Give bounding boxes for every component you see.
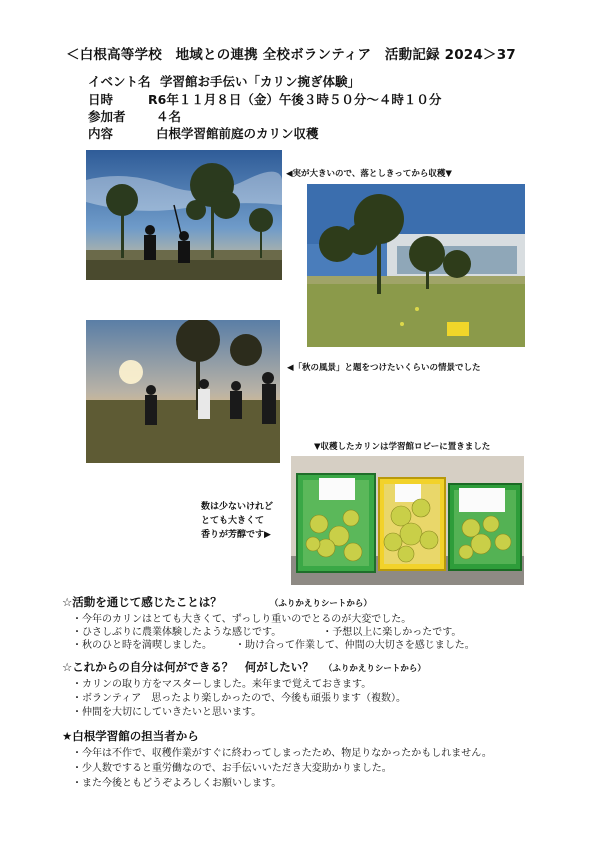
- line-text: ・今年は不作で、収穫作業がすぐに終わってしまったため、物足りなかったかもしれません。: [72, 748, 492, 759]
- event-content-label: 内容: [88, 126, 114, 141]
- event-participants-label: 参加者: [88, 109, 126, 124]
- photo-quince-crates: [291, 456, 524, 585]
- section-future-note: （ふりかえりシートから）: [323, 664, 426, 674]
- photo-note-line-2: とても大きくて: [201, 516, 265, 526]
- line-text: ・少人数ですると重労働なので、お手伝いいただき大変助かりました。: [72, 763, 392, 774]
- line-text: ・助け合って作業して、仲間の大切さを感じました。: [235, 640, 475, 651]
- section-reflection-line-3: [72, 636, 475, 651]
- event-content-value: 白根学習館前庭のカリン収穫: [156, 126, 319, 141]
- line-text: ・今年のカリンはとても大きくて、ずっしり重いのでとるのが大変でした。: [72, 614, 412, 625]
- caption-3: ▼収穫したカリンは学習館ロビーに置きました: [314, 442, 491, 452]
- event-date-label: 日時: [88, 92, 114, 107]
- photo-learning-hall: [307, 184, 525, 347]
- line-text: ・仲間を大切にしていきたいと思います。: [72, 707, 262, 718]
- photo-autumn-sunset: [86, 320, 280, 463]
- section-staff-heading: ★白根学習館の担当者から: [62, 729, 199, 743]
- event-participants-row: [88, 107, 181, 125]
- line-text: ・カリンの取り方をマスターしました。来年まで覚えておきます。: [72, 679, 372, 690]
- line-text: ・ボランティア 思ったより楽しかったので、今後も頑張ります（複数）。: [72, 693, 406, 704]
- line-text: ・また今後ともどうぞよろしくお願いします。: [72, 778, 282, 789]
- line-text: ・秋のひと時を満喫しました。: [72, 640, 207, 651]
- photo-note-line-1: 数は少ないけれど: [201, 502, 274, 512]
- section-staff-line-2: [72, 759, 392, 774]
- section-future-heading: ☆これからの自分は何ができる？ 何がしたい？: [62, 660, 314, 674]
- line-text: ・ひさしぶりに農業体験したような感じです。: [72, 627, 277, 638]
- photo-note-line-3: 香りが芳醇です▶: [201, 530, 271, 540]
- photo-note: [201, 500, 273, 542]
- event-name-row: [88, 72, 360, 90]
- section-future-line-1: [72, 675, 371, 690]
- section-reflection-heading: ☆活動を通じて感じたことは？: [62, 595, 222, 609]
- section-future-line-3: [72, 703, 261, 718]
- page-title: ＜白根高等学校 地域との連携 全校ボランティア 活動記録 2024＞37: [66, 47, 516, 63]
- section-future-title: [62, 659, 426, 675]
- line-text: ・予想以上に楽しかったです。: [322, 627, 462, 638]
- section-reflection-title: [62, 594, 372, 610]
- section-staff-title: [62, 728, 199, 744]
- event-date-row: [88, 90, 441, 108]
- caption-2: ◀「秋の風景」と題をつけたいくらいの情景でした: [287, 363, 481, 373]
- caption-1: ◀実が大きいので、落としきってから収穫▼: [286, 169, 452, 179]
- event-date-value: R6年１１月８日（金）午後３時５０分～４時１０分: [148, 92, 442, 107]
- event-name-label: イベント名: [88, 74, 151, 89]
- section-reflection-note: （ふりかえりシートから）: [269, 599, 372, 609]
- section-staff-line-1: [72, 744, 492, 759]
- event-content-row: [88, 124, 319, 142]
- section-staff-line-3: [72, 774, 281, 789]
- event-name-value: 学習館お手伝い「カリン捥ぎ体験」: [160, 74, 361, 89]
- event-participants-value: ４名: [156, 109, 182, 124]
- section-future-line-2: [72, 689, 406, 704]
- photo-harvest-sky: [86, 150, 282, 280]
